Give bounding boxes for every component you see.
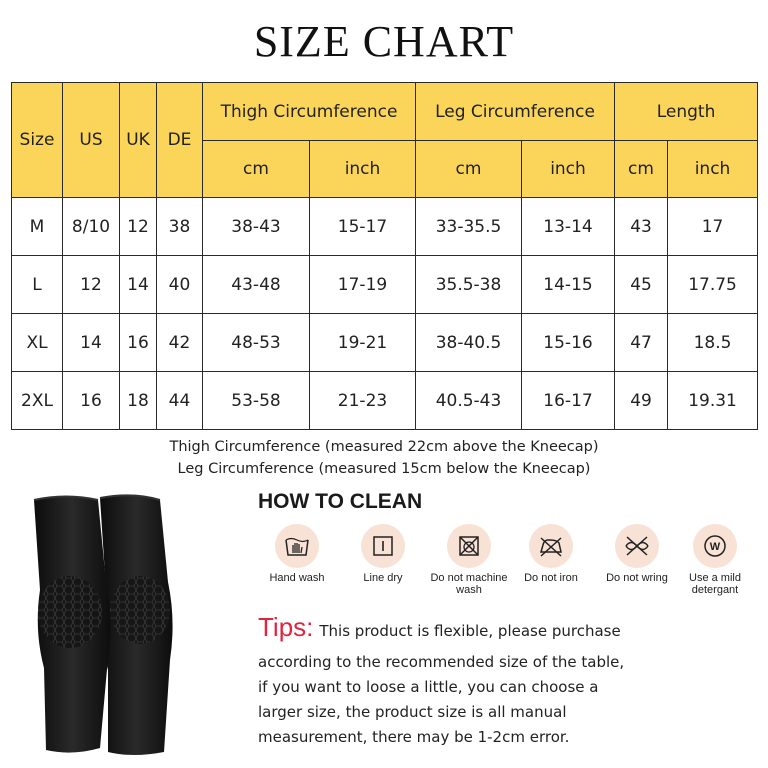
table-cell: 19.31 [668, 372, 758, 430]
table-cell: 18.5 [668, 314, 758, 372]
table-cell: 49 [615, 372, 668, 430]
subheader-thigh-cm: cm [203, 141, 310, 198]
measurement-notes [0, 436, 768, 480]
care-label: Use a mild detergant [689, 572, 741, 596]
subheader-length-inch: inch [668, 141, 758, 198]
hand-wash-icon [275, 524, 319, 568]
care-label: Do not machine wash [430, 572, 508, 596]
table-cell: 18 [120, 372, 157, 430]
table-cell: XL [12, 314, 63, 372]
tips-label: Tips: [258, 612, 314, 642]
knee-pad-product-image [28, 490, 233, 758]
table-cell: 12 [120, 198, 157, 256]
subheader-thigh-inch: inch [310, 141, 416, 198]
mild-detergent-icon [693, 524, 737, 568]
table-row [12, 314, 758, 372]
care-label: Do not wring [606, 572, 668, 584]
page-title: SIZE CHART [253, 17, 515, 66]
tips-line: This product is flexible, please purchase [319, 622, 621, 640]
table-cell: 16 [120, 314, 157, 372]
table-row [12, 372, 758, 430]
thigh-note: Thigh Circumference (measured 22cm above the Kneecap) [169, 439, 599, 455]
table-cell: 14 [120, 256, 157, 314]
table-cell: 43-48 [203, 256, 310, 314]
header-leg-circumference: Leg Circumference [416, 83, 615, 141]
care-label: Hand wash [269, 572, 325, 584]
care-item-no-machine-wash [426, 524, 512, 596]
table-cell: 15-16 [522, 314, 615, 372]
header-de: DE [157, 83, 203, 198]
tips-line: measurement, there may be 1-2cm error. [258, 728, 570, 746]
no-wring-icon [615, 524, 659, 568]
table-cell: 35.5-38 [416, 256, 522, 314]
header-us: US [63, 83, 120, 198]
table-cell: 17-19 [310, 256, 416, 314]
header-thigh-circumference: Thigh Circumference [203, 83, 416, 141]
care-item-no-wring [594, 524, 680, 584]
care-item-no-iron [508, 524, 594, 584]
table-cell: 43 [615, 198, 668, 256]
table-cell: 19-21 [310, 314, 416, 372]
how-to-clean-title: HOW TO CLEAN [258, 490, 423, 513]
table-cell: 14 [63, 314, 120, 372]
table-cell: 17 [668, 198, 758, 256]
table-cell: L [12, 256, 63, 314]
table-cell: 42 [157, 314, 203, 372]
header-uk: UK [120, 83, 157, 198]
tips-line: if you want to loose a little, you can choose a [258, 678, 599, 696]
line-dry-icon [361, 524, 405, 568]
table-cell: 21-23 [310, 372, 416, 430]
table-cell: 13-14 [522, 198, 615, 256]
care-item-line-dry [340, 524, 426, 584]
table-cell: 47 [615, 314, 668, 372]
header-length: Length [615, 83, 758, 141]
leg-note: Leg Circumference (measured 15cm below the Kneecap) [177, 461, 591, 477]
tips-line: according to the recommended size of the table, [258, 653, 625, 671]
table-cell: 38 [157, 198, 203, 256]
no-machine-wash-icon [447, 524, 491, 568]
care-label: Do not iron [524, 572, 578, 584]
table-cell: 40.5-43 [416, 372, 522, 430]
table-cell: 17.75 [668, 256, 758, 314]
tips-section [258, 612, 758, 750]
care-item-mild-detergent [672, 524, 758, 596]
table-cell: 44 [157, 372, 203, 430]
table-header-row [12, 83, 758, 141]
table-cell: 38-40.5 [416, 314, 522, 372]
table-cell: 14-15 [522, 256, 615, 314]
subheader-leg-cm: cm [416, 141, 522, 198]
subheader-leg-inch: inch [522, 141, 615, 198]
table-cell: 40 [157, 256, 203, 314]
table-cell: 16-17 [522, 372, 615, 430]
table-cell: 12 [63, 256, 120, 314]
table-cell: 2XL [12, 372, 63, 430]
table-row [12, 198, 758, 256]
table-cell: 8/10 [63, 198, 120, 256]
table-cell: 38-43 [203, 198, 310, 256]
tips-line: larger size, the product size is all manual [258, 703, 567, 721]
table-cell: 53-58 [203, 372, 310, 430]
header-size: Size [12, 83, 63, 198]
table-cell: 45 [615, 256, 668, 314]
table-cell: M [12, 198, 63, 256]
subheader-length-cm: cm [615, 141, 668, 198]
table-cell: 33-35.5 [416, 198, 522, 256]
care-label: Line dry [363, 572, 403, 584]
table-cell: 48-53 [203, 314, 310, 372]
table-cell: 15-17 [310, 198, 416, 256]
svg-text:W: W [709, 541, 721, 553]
no-iron-icon [529, 524, 573, 568]
table-row [12, 256, 758, 314]
size-chart-table [11, 82, 758, 430]
table-cell: 16 [63, 372, 120, 430]
care-item-hand-wash [254, 524, 340, 584]
